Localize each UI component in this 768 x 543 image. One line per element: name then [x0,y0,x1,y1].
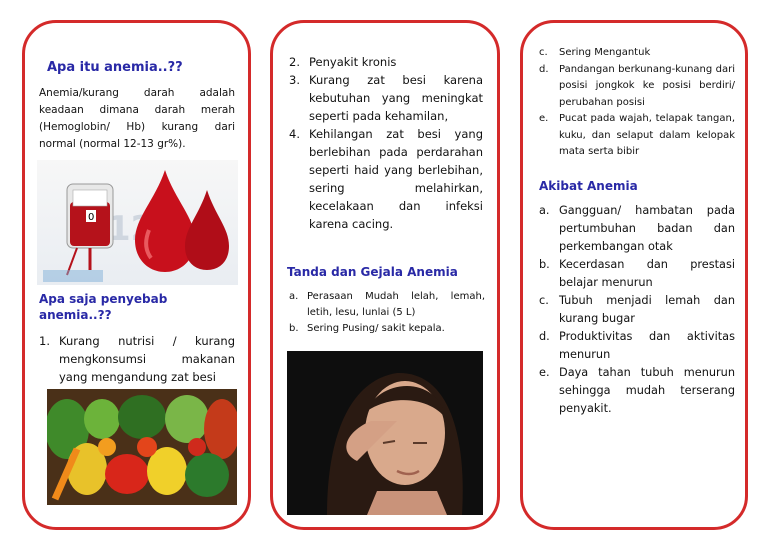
list-item: a. Perasaan Mudah lelah, lemah, letih, lesu, lunlai (5 L) [289,291,485,318]
vegetables-image [47,389,237,505]
list-item: e. Pucat pada wajah, telapak tangan, kuku, dan selaput dalam kelopak mata serta bibir [539,113,735,157]
effects-title: Akibat Anemia [539,179,638,193]
panel-effects [520,20,748,530]
list-item: 3. Kurang zat besi karena kebutuhan yang meningkat seperti pada kehamilan, [289,73,483,123]
symptoms-title: Tanda dan Gejala Anemia [287,265,458,279]
list-item: c. Tubuh menjadi lemah dan kurang bugar [539,294,735,325]
list-item: b. Kecerdasan dan prestasi belajar menurun [539,258,735,289]
blood-bag-number: 0 [88,212,95,223]
anemia-title: Apa itu anemia..?? [47,60,183,75]
panel-what-is-anemia [22,20,251,530]
list-item: 2. Penyakit kronis [289,55,397,69]
anemia-definition: Anemia/kurang darah adalah keadaan dimana darah merah (Hemoglobin/ Hb) kurang dari normal (normal 12-13 gr%). [39,87,235,150]
list-item: c. Sering Mengantuk [539,47,651,58]
symptoms-list-continued [539,45,735,161]
effects-list [539,202,735,418]
headache-woman-image [287,351,483,515]
blood-bag-image [37,160,238,285]
causes-list-continued [289,53,483,233]
list-item: 4. Kehilangan zat besi yang berlebihan pada perdarahan seperti haid yang berlebihan, sering melahirkan, kecelakaan dan infeksi karena cacing. [289,127,483,231]
list-item: d. Pandangan berkunang-kunang dari posisi jongkok ke posisi berdiri/ perubahan posisi [539,63,735,108]
list-item: e. Daya tahan tubuh menurun sehingga mudah terserang penyakit. [539,366,735,415]
list-item: d. Produktivitas dan aktivitas menurun [539,330,735,361]
list-item: 1. Kurang nutrisi / kurang mengkonsumsi makanan yang mengandung zat besi [39,334,235,384]
panel-causes-symptoms [270,20,500,530]
symptoms-list [289,289,485,337]
list-item: b. Sering Pusing/ sakit kepala. [289,323,445,334]
list-item: a. Gangguan/ hambatan pada pertumbuhan badan dan perkembangan otak [539,204,735,253]
causes-title: Apa saja penyebab anemia..?? [39,292,168,322]
causes-list [39,332,235,386]
